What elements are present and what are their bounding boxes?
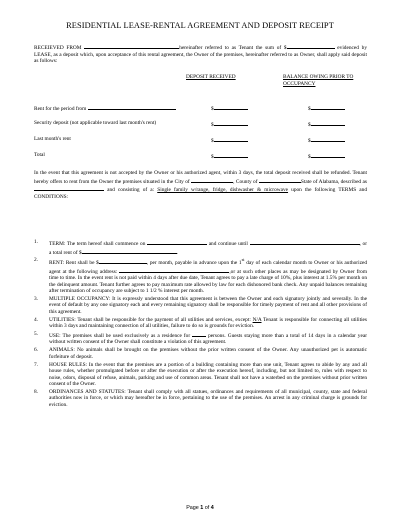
terms-intro-text: upon the following TERMS and CONDITIONS:: [34, 187, 367, 200]
dollar-sign: $: [211, 138, 214, 144]
utilities-exception-value[interactable]: N/A: [252, 316, 262, 323]
term-end-blank[interactable]: [250, 239, 360, 245]
rent-period-balance-blank[interactable]: [311, 104, 345, 110]
premises-type-value[interactable]: Single family w/range, fridge, dishwasher & microwave: [157, 187, 289, 193]
term-2-rent: [34, 257, 367, 295]
rent-period-deposit-blank[interactable]: [214, 104, 248, 110]
last-month-deposit: [211, 136, 248, 145]
balance-owing-heading: [283, 74, 375, 87]
received-from-label: RECEIEVED FROM: [34, 45, 82, 51]
term-2-text: RENT: Rent shall be $: [49, 260, 99, 267]
dollar-sign: $: [308, 154, 311, 160]
term-number: 3.: [34, 295, 39, 302]
term-start-blank[interactable]: [147, 239, 207, 245]
rent-period-deposit: [211, 104, 248, 113]
last-month-balance: [308, 136, 345, 145]
total-balance-blank[interactable]: [311, 152, 345, 158]
total-deposit: [211, 152, 248, 161]
term-2-payable-text: , per month, payable in advance upon the 1: [146, 260, 242, 267]
term-4-text: UTILITIES: Tenant shall be responsible for the payment of all utilities and services, except:: [49, 316, 251, 323]
premises-description-blank[interactable]: [34, 185, 104, 191]
total-pages-number: 4: [210, 505, 214, 511]
persons-count-blank[interactable]: [192, 331, 206, 337]
city-blank[interactable]: [191, 177, 233, 183]
total-deposit-blank[interactable]: [214, 152, 248, 158]
tenant-name-blank[interactable]: [84, 43, 179, 49]
term-1-continue-text: and continue until: [208, 241, 248, 247]
term-1-comma: ,: [359, 241, 361, 247]
term-2-ordinal: st: [241, 257, 245, 263]
premises-type-prefix: a:: [150, 187, 155, 193]
term-8-ordinances: [34, 388, 367, 409]
county-label: , County of: [233, 178, 258, 185]
term-4-connection-text: Tenant is responsible for connecting all utilities within 3 days and maintaining connection of all utilities, failure to do so is grounds for eviction.: [49, 316, 368, 330]
term-3-multiple-occupancy: [34, 295, 367, 316]
term-2-late-charge-text: ,or at such other places as may be designated by Owner from time to time. In the event rent is not paid within 4 days after due date, Tenant agrees to pay a late charge of 10%, plus interest at 1.5% per month on the delinquent amount. Tenant further agrees to pay maximum rate allowed by law for each dishonored bank check. Any unpaid balances remaining after termination of occupancy are subject to 1 1/2 % interest per month.: [49, 268, 367, 295]
term-5-guests-text: persons. Guests staying more than a total of 14 days in a calendar year without written consent of the Owner shall constitute a violation of this agreement.: [49, 332, 367, 346]
total-balance: [308, 152, 345, 161]
rent-period-label: [34, 104, 176, 113]
dollar-sign: $: [308, 138, 311, 144]
term-1-period: .: [176, 249, 178, 256]
last-month-balance-blank[interactable]: [311, 136, 345, 142]
term-6-animals: [34, 347, 367, 360]
term-6-text: ANIMALS: No animals shall be brought on the premises without the prior written consent of the Owner. Any unauthorized pet is automatic forfeiture of deposit.: [49, 347, 367, 360]
state-description-label: State of Alabama, described as: [300, 178, 367, 185]
sum-label: hereinafter referred to as Tenant the sum of $: [179, 45, 287, 51]
last-month-deposit-blank[interactable]: [214, 136, 248, 142]
consisting-of-label: and consisting of: [107, 187, 148, 193]
deposit-received-heading: DEPOSIT RECEIVED: [186, 74, 236, 80]
term-2-address-text: day of each calendar month to Owner or his authorized agent at the following address:: [49, 260, 367, 275]
term-4-utilities: [34, 316, 368, 330]
dollar-sign: $: [211, 154, 214, 160]
term-number: 6.: [34, 347, 39, 354]
deposit-purpose-text: evidenced by LEASE, as a deposit which, upon acceptance of this rental agreement, the Owner of the premises, hereinafter referred to as Owner, shall apply said deposit as follows:: [34, 45, 367, 64]
sum-amount-blank[interactable]: [287, 43, 335, 49]
rent-period-balance: [308, 104, 345, 113]
term-number: 7.: [34, 361, 39, 368]
term-1-text: TERM: The term hereof shall commence on: [49, 241, 146, 247]
term-5-text: USE: The premises shall be used exclusively as a residence for: [49, 332, 191, 339]
term-8-text: ORDINANCES AND STATUTES: Tenant shall comply with all statues, ordinances and requirements of all municipal, county, state and federal authorities now in force, or which may hereafter be in force, pertaining to the use of the premises. An arrest in any criminal charge is grounds for eviction.: [49, 388, 367, 408]
page-of-label: of: [203, 505, 211, 511]
security-deposit-balance: [308, 120, 345, 129]
page-footer: [0, 505, 400, 512]
term-number: 1.: [34, 239, 39, 245]
dollar-sign: $: [308, 106, 311, 112]
intro-paragraph: [34, 43, 367, 65]
security-deposit-blank[interactable]: [214, 120, 248, 126]
term-7-text: HOUSE RULES: In the event that the premises are a portion of a building containing more than one unit, Tenant agrees to abide by any and all house rules, whether promulgated before or after the execution or after the execution hereof, including, but not limited to, rules with respect to noise, odors, disposal of refuse, animals, parking and use of common areas. Tenant shall not have a waterbed on the premises without prior written consent of the Owner.: [49, 361, 367, 388]
document-title: RESIDENTIAL LEASE-RENTAL AGREEMENT AND DEPOSIT RECEIPT: [66, 21, 334, 30]
total-label: Total: [34, 152, 45, 158]
term-3-text: MULTIPLE OCCUPANCY: It is expressly understood that this agreement is between the Owner and each signatory jointly and severally. In the event of default by any one signatory each and every remaining signatory shall be responsible for timely payment of rent and all other provisions of this agreement.: [49, 295, 367, 315]
dollar-sign: $: [211, 106, 214, 112]
current-page-number: 1: [200, 505, 204, 511]
term-7-house-rules: [34, 361, 367, 388]
rent-period-blank[interactable]: [88, 104, 176, 110]
balance-owing-label: BALANCE OWING PRIOR TO OCCUPANCY: [283, 74, 354, 87]
terms-list: [34, 239, 367, 410]
term-number: 8.: [34, 388, 39, 395]
security-deposit-deposit: [211, 120, 248, 129]
total-rent-blank[interactable]: [82, 248, 177, 254]
term-number: 2.: [34, 257, 39, 264]
monthly-rent-blank[interactable]: [99, 258, 147, 264]
acceptance-paragraph: [34, 170, 367, 200]
security-balance-blank[interactable]: [311, 120, 345, 126]
term-1-term: [34, 239, 367, 256]
term-1-total-text: or a total rent of $: [49, 241, 367, 256]
acceptance-text: In the event that this agreement is not accepted by the Owner or his authorized agent, within 3 days, the total deposit received shall be refunded. Tenant hereby offers to rent from the Owner the premises situated in the City of: [34, 170, 367, 185]
rent-period-text: Rent for the period from: [34, 106, 87, 112]
payment-address-blank[interactable]: [119, 267, 229, 273]
term-number: 4.: [34, 316, 39, 323]
dollar-sign: $: [211, 122, 214, 128]
dollar-sign: $: [308, 122, 311, 128]
county-blank[interactable]: [259, 177, 301, 183]
term-5-use: [34, 330, 367, 346]
page-label: Page: [186, 505, 201, 511]
last-month-rent-label: Last month's rent: [34, 136, 71, 142]
term-number: 5.: [34, 330, 39, 337]
security-deposit-label: Security deposit (not applicable toward last month's rent): [34, 120, 157, 126]
